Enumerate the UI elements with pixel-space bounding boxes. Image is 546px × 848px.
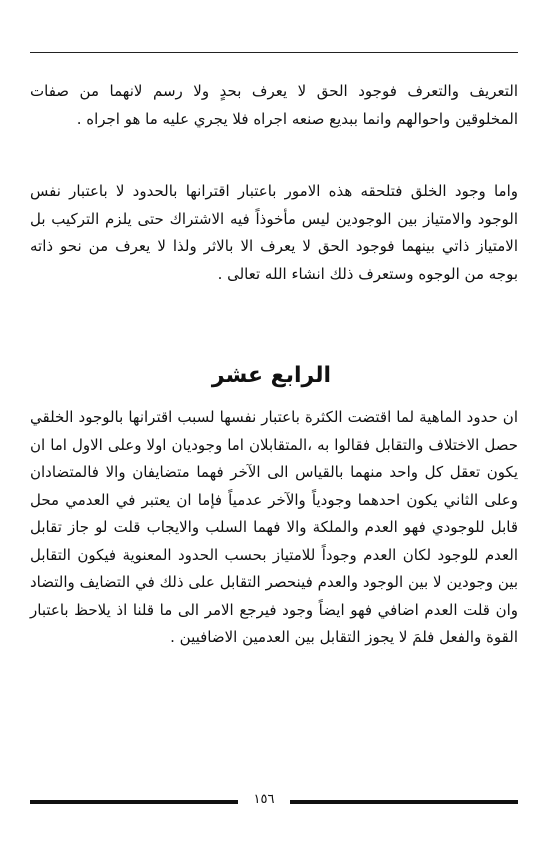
paragraph-1-text: التعريف والتعرف فوجود الحق لا يعرف بحدٍ ولا رسم لانهما من صفات المخلوقين واحوالهم وانما ببديع صنعه اجراه فلا يجري عليه ما هو اجراه . (30, 82, 518, 128)
footer-rule-left (30, 800, 238, 804)
paragraph-3-text: ان حدود الماهية لما اقتضت الكثرة باعتبار نفسها لسبب اقترانها بالوجود الخلقي حصل الاختلاف والتقابل فقالوا به ،المتقابلان اما وجوديان اولا وعلى الاول اما ان يكون تعقل كل واحد منهما بالقياس الى الآخر فهما متضايفان والا فالمتضادان وعلى الثاني يكون احدهما وجودياً والآخر عدمياً فإما ان يعتبر في العدمي محل قابل للوجودي فهو العدم والملكة والا فهما السلب والايجاب قلت لو جاز تقابل العدم للوجود لكان العدم وجوداً للامتياز بحسب الحدود المعنوية فيكون التقابل بين وجودين لا بين الوجود والعدم فينحصر التقابل على ذلك في التضايف والتضاد وان قلت العدم اضافي فهو ايضاً وجود فيرجع الامر الى ما قلنا اذ يلاحظ باعتبار القوة والفعل فلمَ لا يجوز التقابل بين العدمين الاضافيين . (30, 408, 518, 646)
section-heading: الرابع عشر (211, 363, 331, 388)
paragraph-2 (30, 178, 518, 288)
page-footer (30, 792, 518, 809)
footer-rule-right (290, 800, 518, 804)
top-rule (30, 52, 518, 53)
paragraph-1 (30, 78, 518, 133)
page-number: ١٥٦ (253, 792, 275, 807)
paragraph-2-text: واما وجود الخلق فتلحقه هذه الامور باعتبار اقترانها بالحدود لا باعتبار نفس الوجود والامتياز بين الوجودين ليس مأخوذاً فيه الاشتراك حتى يلزم التركيب بل الامتياز ذاتي بينهما فوجود الحق لا يعرف الا بالاثر ولذا لا يعرف من نحو ذاته بوجه من الوجوه وستعرف ذلك انشاء الله تعالى . (30, 182, 518, 283)
paragraph-3 (30, 404, 518, 652)
